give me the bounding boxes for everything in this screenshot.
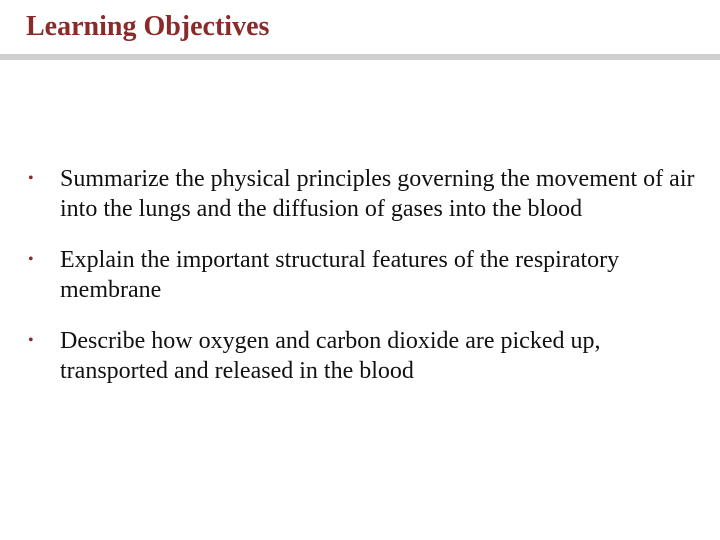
objective-text: Describe how oxygen and carbon dioxide are picked up, transported and released in the blood: [60, 328, 601, 384]
objective-item: [28, 245, 698, 305]
title-divider: [0, 54, 720, 60]
bullet-icon: •: [28, 170, 34, 187]
objective-item: [28, 326, 698, 386]
objective-item: [28, 164, 698, 224]
objective-text: Explain the important structural features of the respiratory membrane: [60, 247, 620, 303]
bullet-icon: •: [28, 332, 34, 349]
objectives-list: [28, 164, 698, 386]
slide-title: Learning Objectives: [26, 11, 270, 42]
bullet-icon: •: [28, 251, 34, 268]
objective-text: Summarize the physical principles governing the movement of air into the lungs and the diffusion of gases into the blood: [60, 166, 695, 222]
